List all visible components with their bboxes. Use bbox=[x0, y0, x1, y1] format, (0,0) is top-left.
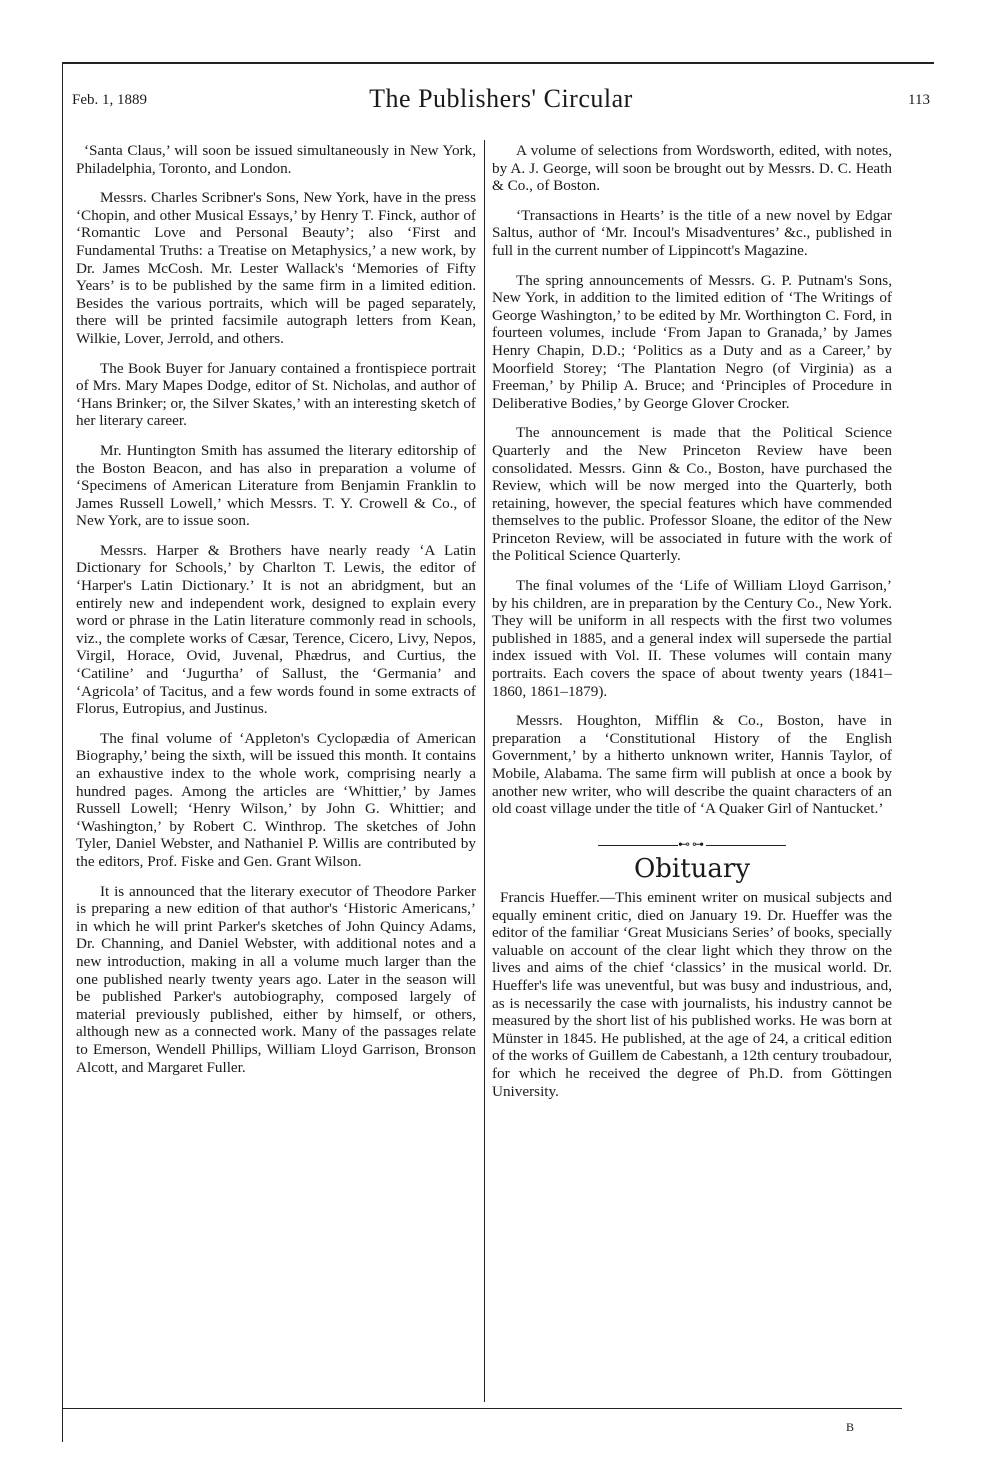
page-margin-rule bbox=[62, 62, 63, 1442]
top-rule bbox=[62, 62, 934, 64]
paragraph: ‘Santa Claus,’ will soon be issued simultaneously in New York, Philadelphia, Toronto, and London. bbox=[76, 142, 476, 177]
paragraph: The announcement is made that the Political Science Quarterly and the New Princeton Review have been consolidated. Messrs. Ginn & Co., Boston, have purchased the Review, which will be now merged into the Quarterly, both retaining, however, the special features which have commended themselves to the public. Professor Sloane, the editor of the New Princeton Review, will be associated in future with the work of the Political Science Quarterly. bbox=[492, 424, 892, 565]
paragraph: The final volumes of the ‘Life of William Lloyd Garrison,’ by his children, are in preparation by the Century Co., New York. They will be uniform in all respects with the first two volumes published in 1885, and a general index will supersede the partial index issued with Vol. II. These volumes will contain many portraits. Each covers the space of about twenty years (1841–1860, 1861–1879). bbox=[492, 577, 892, 700]
paragraph: Mr. Huntington Smith has assumed the literary editorship of the Boston Beacon, and has also in preparation a volume of ‘Specimens of American Literature from Benjamin Franklin to James Russell Lowell,’ which Messrs. T. Y. Crowell & Co., of New York, are to issue soon. bbox=[76, 441, 476, 530]
page-header bbox=[72, 84, 930, 120]
right-column bbox=[492, 142, 892, 1112]
paragraph: A volume of selections from Wordsworth, edited, with notes, by A. J. George, will soon be brought out by Messrs. D. C. Heath & Co., of Boston. bbox=[492, 142, 892, 195]
paragraph: Messrs. Charles Scribner's Sons, New York, have in the press ‘Chopin, and other Musical Essays,’ by Henry T. Finck, author of ‘Romantic Love and Personal Beauty’; also ‘First and Fundamental Truths: a Treatise on Metaphysics,’ a new work, by Dr. James McCosh. Mr. Lester Wallack's ‘Memories of Fifty Years’ is to be published by the same firm in a limited edition. Besides the various portraits, which will be paged separately, there will be printed facsimile autograph letters from Kean, Wilkie, Lover, Jerrold, and others. bbox=[76, 189, 476, 347]
page-number: 113 bbox=[908, 92, 930, 108]
issue-date: Feb. 1, 1889 bbox=[72, 92, 147, 108]
publication-title: The Publishers' Circular bbox=[369, 84, 633, 113]
section-divider: ⊷⊶ bbox=[492, 836, 892, 854]
paragraph: It is announced that the literary executor of Theodore Parker is preparing a new edition of that author's ‘Historic Americans,’ in which he will print Parker's sketches of John Quincy Adams, Dr. Channing, and Daniel Webster, with additional notes and a new introduction, making in all a volume much larger than the one published nearly twenty years ago. Later in the season will be published Parker's autobiography, composed largely of material previously published, either by himself, or others, although new as a connected work. Many of the passages relate to Emerson, Wendell Phillips, William Lloyd Garrison, Bronson Alcott, and Margaret Fuller. bbox=[76, 882, 476, 1076]
paragraph: The Book Buyer for January contained a frontispiece portrait of Mrs. Mary Mapes Dodge, editor of St. Nicholas, and author of ‘Hans Brinker; or, the Silver Skates,’ with an interesting sketch of her literary career. bbox=[76, 359, 476, 430]
paragraph: The final volume of ‘Appleton's Cyclopædia of American Biography,’ being the sixth, will be issued this month. It contains an exhaustive index to the whole work, comprising nearly a hundred pages. Among the articles are ‘Whittier,’ by James Russell Lowell; ‘Henry Wilson,’ by John G. Whittier; and ‘Washington,’ by Robert C. Winthrop. The sketches of John Tyler, Daniel Webster, and Nathaniel P. Willis are contributed by the editors, Prof. Fiske and Gen. Grant Wilson. bbox=[76, 729, 476, 870]
bottom-rule bbox=[62, 1408, 902, 1409]
paragraph: ‘Transactions in Hearts’ is the title of a new novel by Edgar Saltus, author of ‘Mr. Incoul's Misadventures’ &c., published in full in the current number of Lippincott's Magazine. bbox=[492, 206, 892, 259]
obituary-heading: Obituary bbox=[633, 854, 751, 885]
signature-mark: B bbox=[846, 1420, 855, 1434]
paragraph: Messrs. Houghton, Mifflin & Co., Boston, have in preparation a ‘Constitutional History of the English Government,’ by a hitherto unknown writer, Hannis Taylor, of Mobile, Alabama. The same firm will publish at once a book by another new writer, who will describe the quaint characters of an old coast village under the title of ‘A Quaker Girl of Nantucket.’ bbox=[492, 712, 892, 818]
obituary-text: Francis Hueffer.—This eminent writer on musical subjects and equally eminent critic, died on January 19. Dr. Hueffer was the editor of the familiar ‘Great Musicians Series’ of books, specially valuable on account of the clear light which they throw on the lives and aims of the chief ‘classics’ in the musical world. Dr. Hueffer's life was uneventful, but was busy and industrious, and, as is necessarily the case with journalists, his industry cannot be measured by the short list of his published works. He was born at Münster in 1845. He published, at the age of 24, a critical edition of the works of Guillem de Cabestanh, a 12th century troubadour, for which he received the degree of Ph.D. from Göttingen University. bbox=[492, 888, 892, 1100]
column-divider bbox=[484, 140, 485, 1402]
left-column bbox=[76, 142, 476, 1088]
paragraph: Messrs. Harper & Brothers have nearly ready ‘A Latin Dictionary for Schools,’ by Charlton T. Lewis, the editor of ‘Harper's Latin Dictionary.’ It is not an abridgment, but an entirely new and independent work, designed to explain every word or phrase in the Latin literature commonly read in schools, viz., the complete works of Cæsar, Terence, Cicero, Livy, Nepos, Virgil, Horace, Ovid, Juvenal, Phædrus, and Curtius, the ‘Catiline’ and ‘Jugurtha’ of Sallust, the ‘Germania’ and ‘Agricola’ of Tacitus, and a few words found in some extracts of Florus, Eutropius, and Justinus. bbox=[76, 541, 476, 718]
paragraph: The spring announcements of Messrs. G. P. Putnam's Sons, New York, in addition to the limited edition of ‘The Writings of George Washington,’ to be edited by Mr. Worthington C. Ford, in fourteen volumes, include ‘From Japan to Granada,’ by James Henry Chapin, D.D.; ‘Politics as a Duty and as a Career,’ by Moorfield Storey; ‘The Plantation Negro (of Virginia) as a Freeman,’ by Philip A. Bruce; and ‘Principles of Procedure in Deliberative Bodies,’ by George Glover Crocker. bbox=[492, 271, 892, 412]
